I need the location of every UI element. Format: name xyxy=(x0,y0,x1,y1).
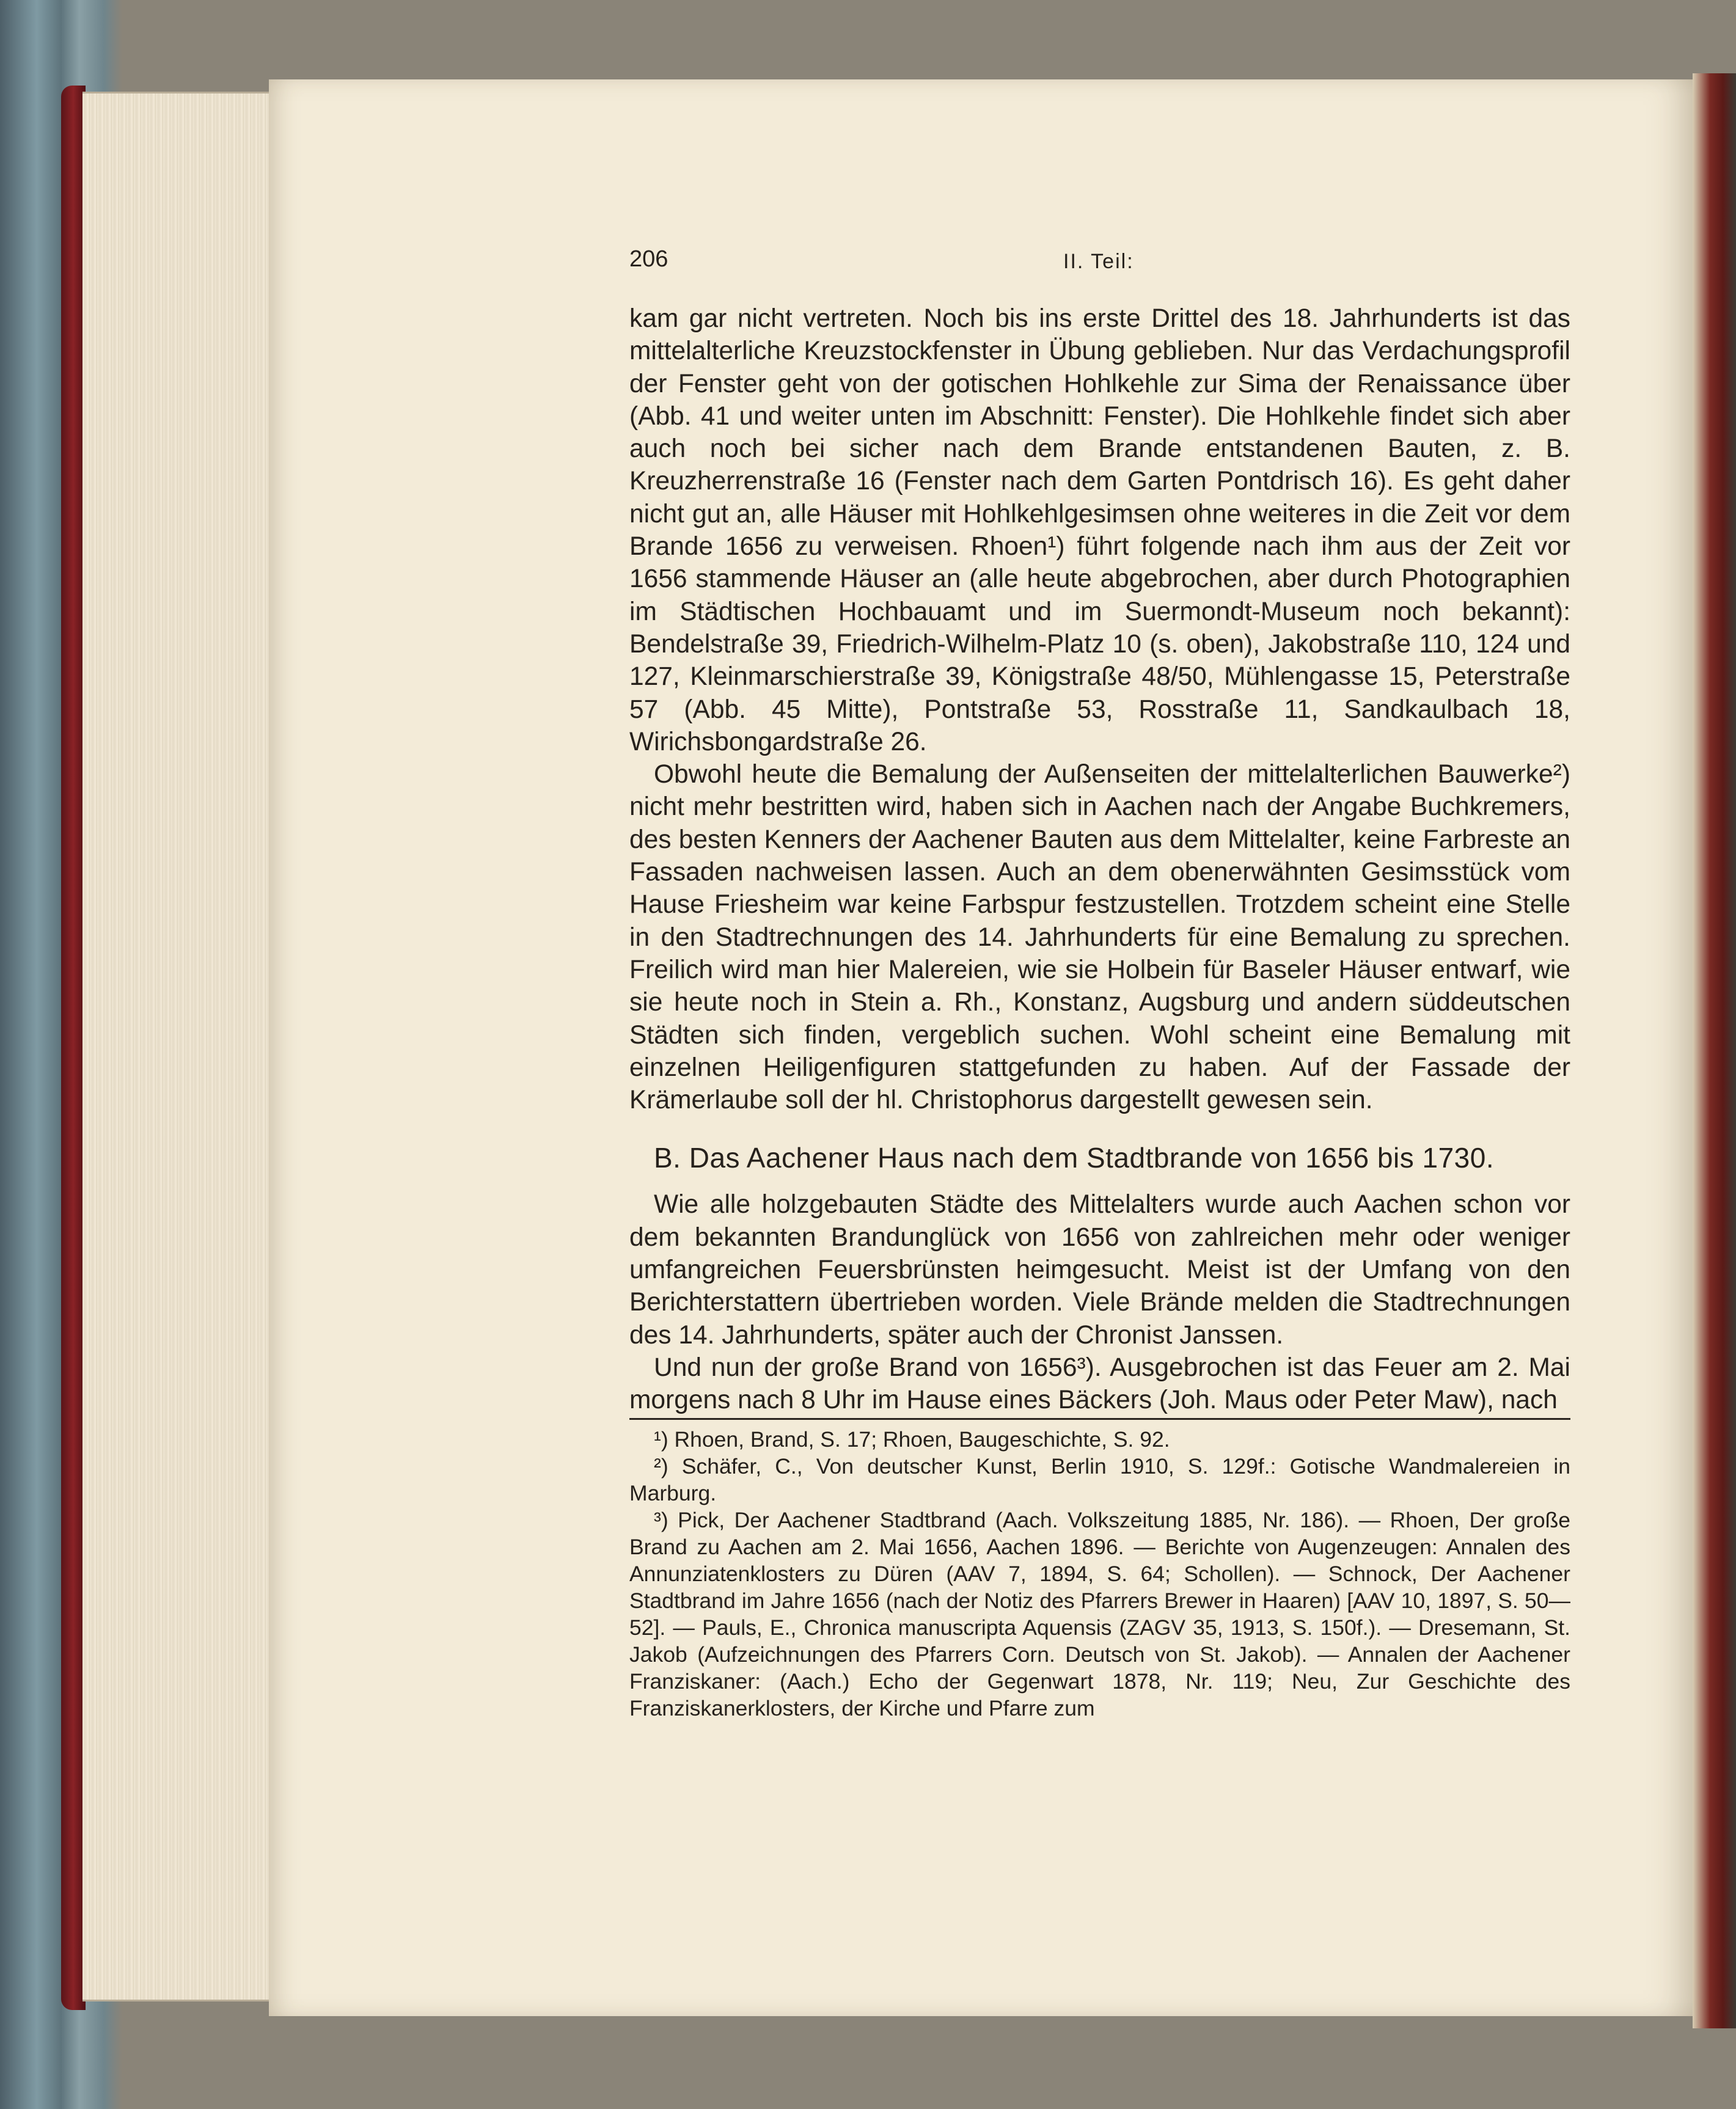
page-stack-edges xyxy=(82,92,272,2001)
footnote: ²) Schäfer, C., Von deutscher Kunst, Berlin 1910, S. 129f.: Gotische Wandmalereien in Marburg. xyxy=(629,1453,1570,1505)
page-number: 206 xyxy=(629,246,668,272)
book-cover-edge xyxy=(61,86,86,2010)
footnote-divider xyxy=(629,1418,1570,1420)
paragraph: kam gar nicht vertreten. Noch bis ins erste Drittel des 18. Jahrhunderts ist das mittelalterliche Kreuzstockfenster in Übung geblieben. Nur das Verdachungsprofil der Fenster geht von der gotischen Hohlkehle zur Sima der Renaissance über (Abb. 41 und weiter unten im Abschnitt: Fenster). Die Hohlkehle findet sich aber auch noch bei sicher nach dem Brande entstandenen Bauten, z. B. Kreuzherrenstraße 16 (Fenster nach dem Garten Pontdrisch 16). Es geht daher nicht gut an, alle Häuser mit Hohlkehlgesimsen ohne weiteres in die Zeit vor dem Brande 1656 zu verweisen. Rhoen¹) führt folgende nach ihm aus der Zeit vor 1656 stammende Häuser an (alle heute abgebrochen, aber durch Photographien im Städtischen Hochbauamt und im Suermondt-Museum noch bekannt): Bendelstraße 39, Friedrich-Wilhelm-Platz 10 (s. oben), Jakobstraße 110, 124 und 127, Kleinmarschierstraße 39, Königstraße 48/50, Mühlengasse 15, Peterstraße 57 (Abb. 45 Mitte), Pontstraße 53, Rosstraße 11, Sandkaulbach 18, Wirichsbongardstraße 26. xyxy=(629,304,1570,756)
section-heading: B. Das Aachener Haus nach dem Stadtbrande von 1656 bis 1730. xyxy=(654,1142,1495,1174)
paragraph: Wie alle holzgebauten Städte des Mittelalters wurde auch Aachen schon vor dem bekannten Brandunglück von 1656 von zahlreichen mehr oder weniger umfangreichen Feuersbrünsten heimgesucht. Meist ist der Umfang von den Berichterstattern übertrieben worden. Viele Brände melden die Stadtrechnungen des 14. Jahrhunderts, später auch der Chronist Janssen. xyxy=(629,1190,1570,1350)
footnotes xyxy=(629,1426,1570,1722)
paragraph: Und nun der große Brand von 1656³). Ausgebrochen ist das Feuer am 2. Mai morgens nach 8 Uhr im Hause eines Bäckers (Joh. Maus oder Peter Maw), nach xyxy=(629,1353,1570,1415)
body-text xyxy=(629,302,1570,1722)
running-head xyxy=(629,241,1570,278)
footnote: ¹) Rhoen, Brand, S. 17; Rhoen, Baugeschichte, S. 92. xyxy=(654,1427,1170,1452)
paragraph: Obwohl heute die Bemalung der Außenseiten der mittelalterlichen Bauwerke²) nicht mehr bestritten wird, haben sich in Aachen nach der Angabe Buchkremers, des besten Kenners der Aachener Bauten aus dem Mittelalter, keine Farbreste an Fassaden nachweisen lassen. Auch an dem obenerwähnten Gesimsstück vom Hause Friesheim war keine Farbspur festzustellen. Trotzdem scheint eine Stelle in den Stadtrechnungen des 14. Jahrhunderts für eine Bemalung zu sprechen. Freilich wird man hier Malereien, wie sie Holbein für Baseler Häuser entwarf, wie sie heute noch in Stein a. Rh., Konstanz, Augsburg und andern süddeutschen Städten sich finden, vergeblich suchen. Wohl scheint eine Bemalung mit einzelnen Heiligenfiguren stattgefunden zu haben. Auf der Fassade der Krämerlaube soll der hl. Christophorus dargestellt gewesen sein. xyxy=(629,760,1570,1115)
part-title: II. Teil: xyxy=(1063,250,1134,273)
footnote: ³) Pick, Der Aachener Stadtbrand (Aach. Volkszeitung 1885, Nr. 186). — Rhoen, Der große Brand zu Aachen am 2. Mai 1656, Aachen 1896. — Berichte von Augenzeugen: Annalen des Annunziatenklosters zu Düren (AAV 7, 1894, S. 64; Schollen). — Schnock, Der Aachener Stadtbrand im Jahre 1656 (nach der Notiz des Pfarrers Brewer in Haaren) [AAV 10, 1897, S. 50—52]. — Pauls, E., Chronica manuscripta Aquensis (ZAGV 35, 1913, S. 150f.). — Dresemann, St. Jakob (Aufzeichnungen des Pfarrers Corn. Deutsch von St. Jakob). — Annalen der Aachener Franziskaner: (Aach.) Echo der Gegenwart 1878, Nr. 119; Neu, Zur Geschichte des Franziskanerklosters, der Kirche und Pfarre zum xyxy=(629,1507,1570,1720)
facing-page-edge xyxy=(1693,73,1736,2028)
